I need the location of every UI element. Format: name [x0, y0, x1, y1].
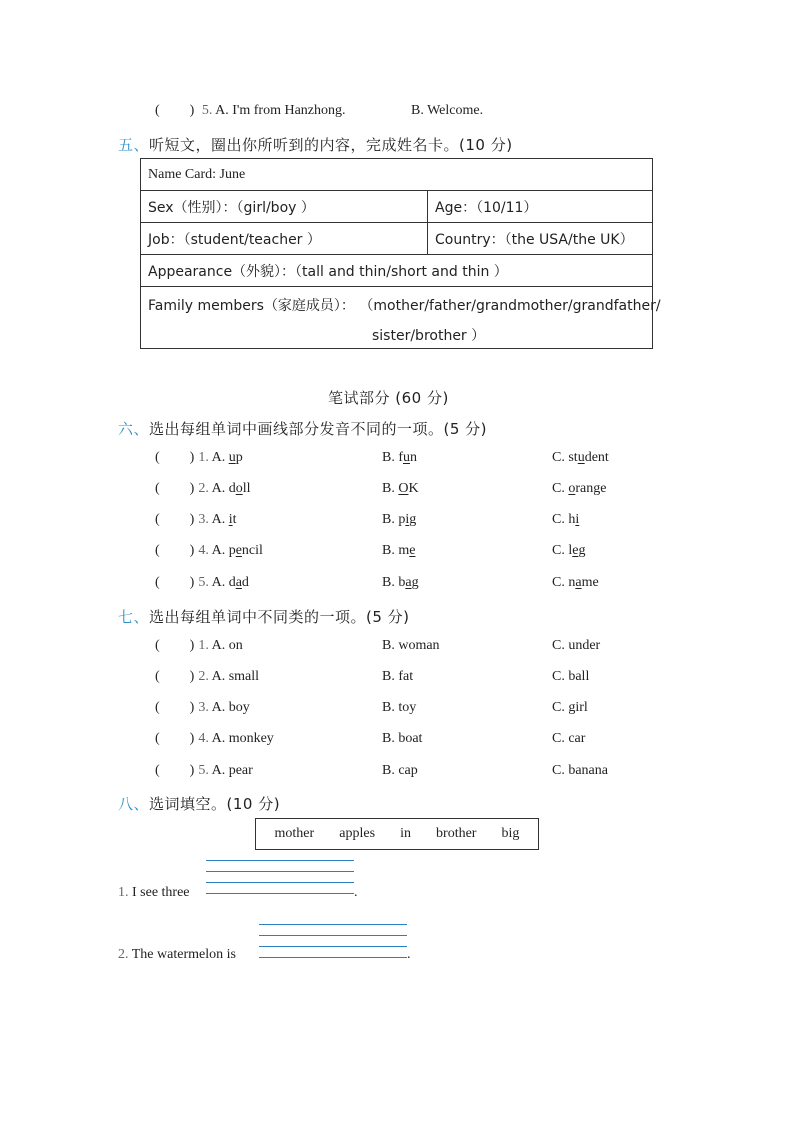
- option-a[interactable]: A. monkey: [211, 731, 274, 746]
- question-row: [155, 481, 250, 497]
- option-text: C.: [552, 481, 569, 496]
- option-text: B. b: [382, 575, 406, 590]
- answer-paren-close: ): [189, 575, 195, 590]
- word-bank-item: apples: [339, 826, 376, 841]
- underlined-letters: a: [405, 575, 412, 590]
- option-text: A.: [211, 450, 229, 465]
- option-text: B. f: [382, 450, 403, 465]
- question-row: [155, 450, 243, 466]
- family-members-field-cont[interactable]: sister/brother ）: [372, 328, 486, 344]
- country-field[interactable]: Country：（the USA/the UK）: [435, 231, 634, 248]
- option-b: B. Welcome.: [411, 103, 484, 118]
- section-title: 选出每组单词中不同类的一项。(5 分): [149, 608, 410, 626]
- underlined-letters: i: [575, 512, 580, 527]
- option-a[interactable]: A. on: [211, 638, 243, 653]
- question-number: 2.: [198, 669, 209, 684]
- underlined-letters: o: [235, 481, 243, 496]
- answer-paren-close: ): [189, 731, 195, 746]
- option-text: n: [410, 450, 417, 465]
- word-bank: [255, 818, 539, 850]
- name-card-row: [141, 191, 652, 223]
- option-text: C. st: [552, 450, 578, 465]
- underlined-letters: O: [398, 481, 409, 496]
- answer-paren-open: (: [155, 763, 160, 778]
- answer-paren-close: ): [189, 481, 195, 496]
- option-b[interactable]: B. toy: [382, 700, 417, 715]
- section-6-heading: [118, 418, 487, 439]
- section-number: 六、: [118, 420, 150, 438]
- section-number: 八、: [118, 795, 150, 813]
- appearance-field[interactable]: Appearance（外貌）：（tall and thin/short and thin ）: [148, 263, 508, 280]
- answer-paren-close: ): [189, 763, 195, 778]
- option-b[interactable]: [382, 575, 419, 591]
- option-b[interactable]: [382, 512, 416, 528]
- option-text: A.: [211, 512, 229, 527]
- section-number: 七、: [118, 608, 150, 626]
- word-bank-item: brother: [436, 826, 477, 841]
- question-number: 1.: [198, 450, 209, 465]
- section-8-heading: [118, 793, 280, 814]
- option-c[interactable]: C. car: [552, 731, 586, 746]
- answer-paren-close: ): [189, 512, 195, 527]
- underlined-letters: a: [235, 575, 242, 590]
- option-c[interactable]: [552, 512, 579, 528]
- name-card-table: [140, 158, 661, 349]
- answer-paren-close: ): [189, 638, 195, 653]
- option-text: g: [409, 512, 417, 527]
- question-row: [155, 103, 346, 119]
- question-number: 4.: [198, 731, 209, 746]
- word-bank-item: in: [400, 826, 411, 841]
- answer-paren-open: (: [155, 543, 160, 558]
- fill-question-1: [118, 885, 190, 901]
- option-text: B. m: [382, 543, 410, 558]
- question-number: 3.: [198, 700, 209, 715]
- section-number: 五、: [118, 136, 150, 154]
- underlined-letters: i: [405, 512, 410, 527]
- word-bank-item: mother: [274, 826, 315, 841]
- section-7-heading: [118, 606, 410, 627]
- option-text: p: [235, 450, 243, 465]
- option-text: dent: [584, 450, 609, 465]
- answer-paren-close: ): [189, 669, 195, 684]
- answer-paren-open: (: [155, 700, 160, 715]
- sentence-period: .: [407, 947, 411, 962]
- underlined-letters: u: [228, 450, 236, 465]
- job-field[interactable]: Job：（student/teacher ）: [148, 231, 321, 248]
- section-title: 选出每组单词中画线部分发音不同的一项。(5 分): [149, 420, 488, 438]
- option-c[interactable]: C. girl: [552, 700, 588, 715]
- option-text: ncil: [241, 543, 263, 558]
- written-part-heading: 笔试部分 (60 分): [328, 389, 449, 407]
- underlined-letters: u: [403, 450, 410, 465]
- question-number: 2.: [118, 947, 129, 962]
- answer-paren-open: (: [155, 575, 160, 590]
- option-c[interactable]: [552, 481, 606, 497]
- age-field[interactable]: Age：（10/11）: [435, 199, 538, 216]
- option-text: d: [241, 575, 249, 590]
- option-text: g: [411, 575, 419, 590]
- answer-paren-close: ): [189, 450, 195, 465]
- option-b[interactable]: [382, 450, 417, 466]
- question-number: 3.: [198, 512, 209, 527]
- option-c[interactable]: [552, 450, 609, 466]
- option-b[interactable]: [382, 543, 415, 559]
- section-5-heading: [118, 134, 513, 155]
- underlined-letters: i: [228, 512, 233, 527]
- option-b[interactable]: B. boat: [382, 731, 423, 746]
- writing-lines[interactable]: [259, 924, 407, 968]
- question-number: 1.: [198, 638, 209, 653]
- section-title: 选词填空。(10 分): [149, 795, 281, 813]
- option-a[interactable]: A. pear: [211, 763, 253, 778]
- question-number: 5.: [198, 763, 209, 778]
- question-row: [155, 731, 274, 747]
- underlined-letters: o: [568, 481, 576, 496]
- fill-question-2: [118, 947, 236, 963]
- option-text: range: [575, 481, 607, 496]
- underlined-letters: e: [235, 543, 242, 558]
- question-row: [155, 543, 263, 559]
- option-c[interactable]: C. ball: [552, 669, 590, 684]
- question-number: 4.: [198, 543, 209, 558]
- name-card-row: [141, 223, 652, 255]
- option-c[interactable]: C. banana: [552, 763, 608, 778]
- option-b[interactable]: B. fat: [382, 669, 414, 684]
- answer-paren-open: (: [155, 669, 160, 684]
- option-text: A. p: [211, 543, 236, 558]
- question-number: 5.: [198, 575, 209, 590]
- question-row: [155, 638, 243, 654]
- underlined-letters: u: [577, 450, 585, 465]
- answer-paren-open: (: [155, 450, 160, 465]
- underlined-letters: e: [409, 543, 416, 558]
- option-text: A. d: [211, 575, 236, 590]
- answer-paren-open: (: [155, 103, 160, 118]
- question-row: [155, 669, 259, 685]
- option-text: C. l: [552, 543, 573, 558]
- word-bank-item: big: [501, 826, 520, 841]
- name-card-title: Name Card: June: [148, 166, 246, 182]
- option-a[interactable]: A. boy: [211, 700, 250, 715]
- option-text: ll: [242, 481, 251, 496]
- sentence-period: .: [354, 885, 358, 900]
- section-title: 听短文，圈出你所听到的内容，完成姓名卡。(10 分): [149, 136, 513, 154]
- option-text: g: [578, 543, 586, 558]
- option-a[interactable]: [212, 543, 263, 558]
- question-row: [155, 575, 249, 591]
- option-a: A. I'm from Hanzhong.: [215, 103, 346, 118]
- name-card-row: [141, 255, 652, 287]
- name-card-row: [141, 159, 652, 191]
- option-c[interactable]: [552, 575, 599, 591]
- option-text: B. p: [382, 512, 406, 527]
- answer-paren-open: (: [155, 638, 160, 653]
- answer-paren-open: (: [155, 731, 160, 746]
- option-c[interactable]: [552, 543, 585, 559]
- name-card-row: [141, 287, 661, 348]
- answer-paren-open: (: [155, 512, 160, 527]
- option-a[interactable]: [212, 450, 243, 465]
- underlined-letters: a: [575, 575, 582, 590]
- option-text: me: [581, 575, 599, 590]
- option-a[interactable]: [212, 575, 249, 590]
- option-text: t: [232, 512, 237, 527]
- answer-paren-close: ): [189, 103, 195, 118]
- option-text: C. h: [552, 512, 576, 527]
- option-a[interactable]: [212, 481, 251, 496]
- question-row: [155, 763, 253, 779]
- writing-lines[interactable]: [206, 860, 354, 904]
- sex-field[interactable]: Sex（性别）：（girl/boy ）: [148, 199, 315, 216]
- answer-paren-close: ): [189, 700, 195, 715]
- question-number: 5.: [201, 103, 213, 118]
- option-text: C. n: [552, 575, 576, 590]
- underlined-letters: e: [572, 543, 579, 558]
- option-text: A. d: [211, 481, 236, 496]
- option-c[interactable]: C. under: [552, 638, 601, 653]
- question-number: 1.: [118, 885, 129, 900]
- option-b[interactable]: B. woman: [382, 638, 440, 653]
- option-b[interactable]: [382, 481, 419, 497]
- question-number: 2.: [198, 481, 209, 496]
- option-a[interactable]: A. small: [211, 669, 260, 684]
- answer-paren-close: ): [189, 543, 195, 558]
- question-row: [155, 700, 250, 716]
- option-b[interactable]: B. cap: [382, 763, 418, 778]
- option-a[interactable]: [212, 512, 237, 527]
- option-text: K: [408, 481, 419, 496]
- answer-paren-open: (: [155, 481, 160, 496]
- family-members-field[interactable]: Family members（家庭成员）： （mother/father/grandmother/grandfather/: [148, 298, 661, 314]
- question-text: I see three: [132, 885, 190, 900]
- question-text: The watermelon is: [131, 947, 236, 962]
- option-text: B.: [382, 481, 399, 496]
- question-row: [155, 512, 236, 528]
